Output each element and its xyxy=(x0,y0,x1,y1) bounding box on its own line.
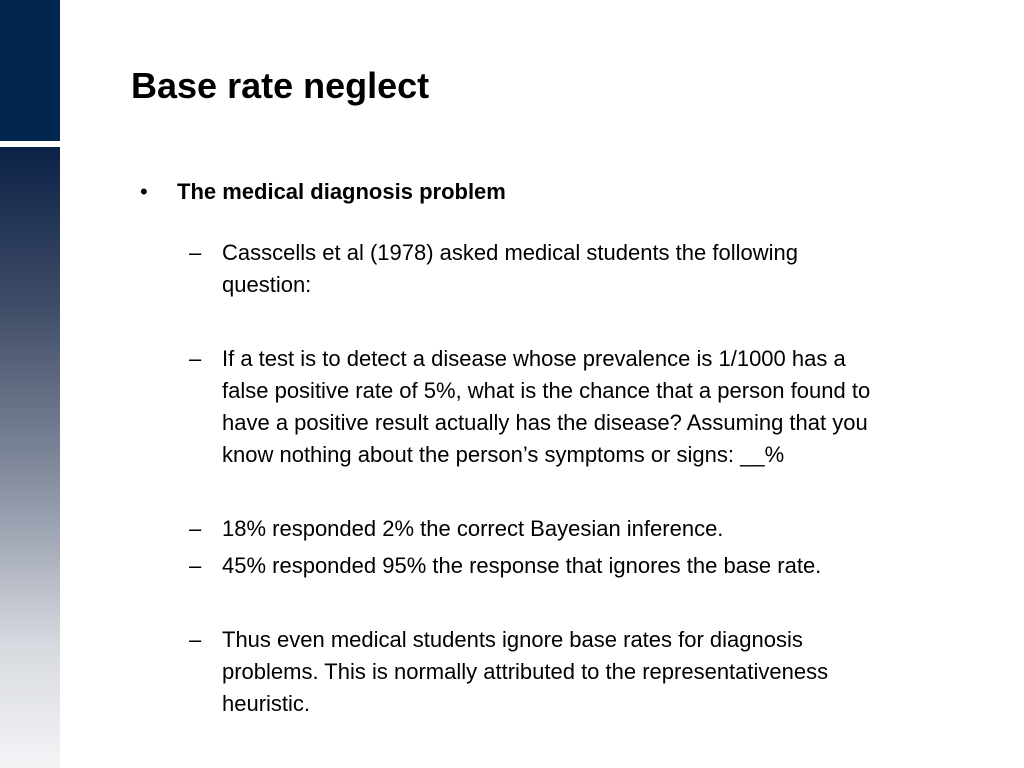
sub-bullet-2 xyxy=(131,343,872,471)
sub-bullet-marker: – xyxy=(189,516,202,541)
sub-bullet-text: If a test is to detect a disease whose prevalence is 1/1000 has a false positive rate of 5%, what is the chance that a person found to have a positive result actually has the disease? Assuming that you know nothing about the person’s symptoms or signs: __% xyxy=(222,346,871,467)
sub-bullet-1 xyxy=(131,237,872,301)
sub-bullet-3 xyxy=(131,513,872,545)
sub-bullet-marker: – xyxy=(189,553,202,578)
sub-bullet-text: Casscells et al (1978) asked medical students the following question: xyxy=(222,240,798,297)
sub-bullet-text: 18% responded 2% the correct Bayesian inference. xyxy=(222,516,724,541)
sub-bullet-marker: – xyxy=(189,240,202,265)
sub-bullet-marker: – xyxy=(189,627,202,652)
sub-bullet-text: 45% responded 95% the response that ignores the base rate. xyxy=(222,553,822,578)
main-bullet xyxy=(131,176,981,208)
sub-bullet-text: Thus even medical students ignore base rates for diagnosis problems. This is normally attributed to the representativeness heuristic. xyxy=(222,627,829,716)
sidebar-gradient xyxy=(0,147,60,768)
slide-content xyxy=(131,176,981,720)
main-bullet-text: The medical diagnosis problem xyxy=(177,179,506,204)
sub-bullet-4 xyxy=(131,550,872,582)
slide-title: Base rate neglect xyxy=(131,65,430,106)
bullet-marker: • xyxy=(140,179,148,204)
sub-bullet-marker: – xyxy=(189,346,202,371)
sidebar-accent-top xyxy=(0,0,60,141)
sub-bullet-5 xyxy=(131,624,872,720)
